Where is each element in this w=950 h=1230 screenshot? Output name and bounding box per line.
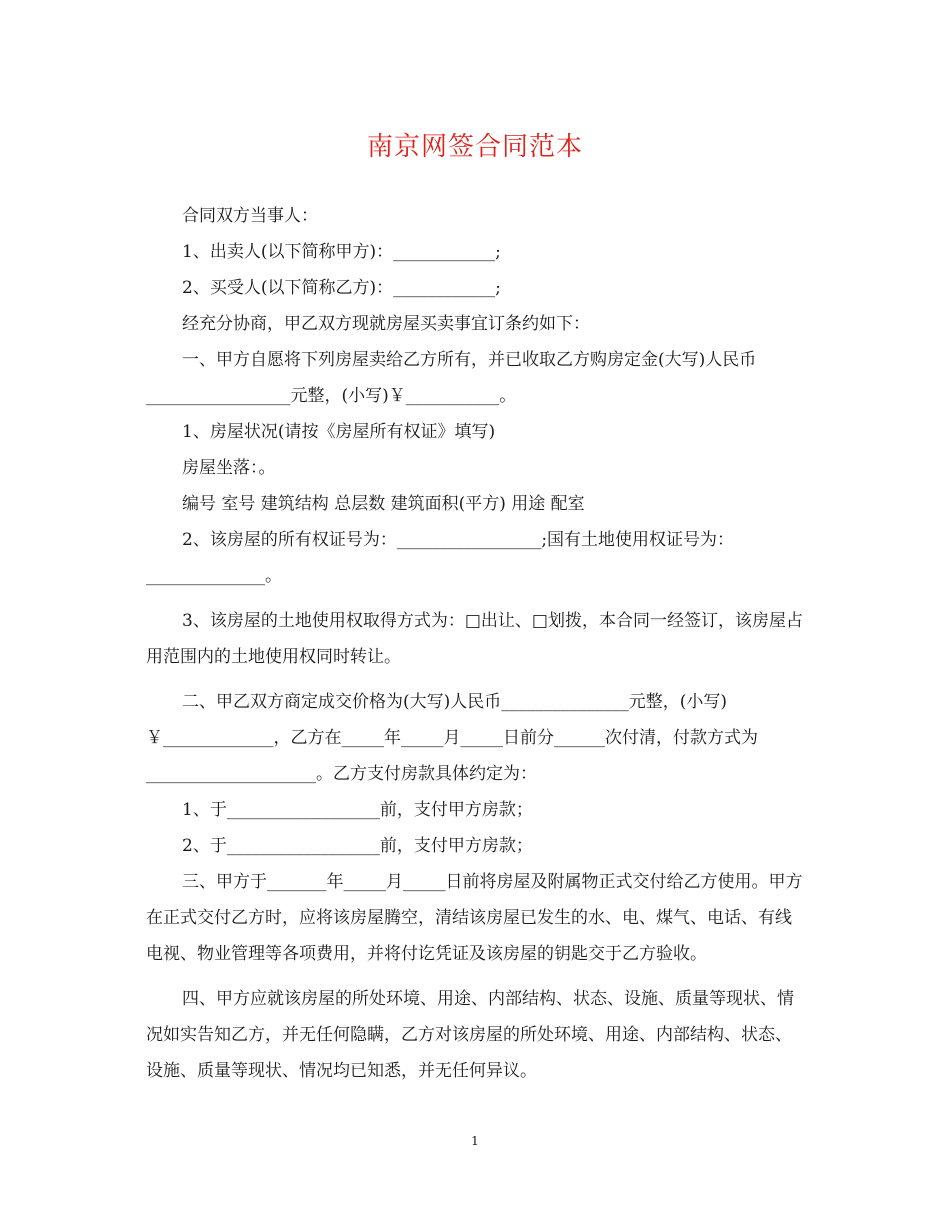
- page-number: 1: [471, 1134, 479, 1148]
- clause-1: 一、甲方自愿将下列房屋卖给乙方所有，并已收取乙方购房定金(大写)人民币_________________元整，(小写)￥___________。: [146, 350, 757, 406]
- certificate-numbers: 2、该房屋的所有权证号为：_________________;国有土地使用权证号为：______________。: [146, 530, 735, 586]
- house-status: 1、房屋状况(请按《房屋所有权证》填写): [182, 422, 496, 442]
- clause-2: 二、甲乙双方商定成交价格为(大写)人民币_______________元整，(小写)￥_____________，乙方在_____年_____月_____日前分______次付清，付款方式为____________________。乙方支付房款具体约定为：: [146, 692, 758, 784]
- land-use-rights: 3、该房屋的土地使用权取得方式为：□出让、□划拨，本合同一经签订，该房屋占用范围内的土地使用权同时转让。: [146, 611, 803, 667]
- payment-1: 1、于__________________前，支付甲方房款；: [182, 800, 533, 820]
- parties-heading: 合同双方当事人：: [182, 206, 318, 226]
- clause-4: 四、甲方应就该房屋的所处环境、用途、内部结构、状态、设施、质量等现状、情况如实告知乙方，并无任何隐瞒，乙方对该房屋的所处环境、用途、内部结构、状态、设施、质量等现状、情况均已知悉，并无任何异议。: [146, 989, 794, 1081]
- agreement-intro: 经充分协商，甲乙双方现就房屋买卖事宜订条约如下：: [182, 314, 590, 334]
- house-location: 房屋坐落：。: [182, 458, 276, 478]
- document-title: 南京网签合同范本: [366, 132, 583, 162]
- clause-3: 三、甲方于_______年_____月_____日前将房屋及附属物正式交付给乙方使用。甲方在正式交付乙方时，应将该房屋腾空，清结该房屋已发生的水、电、煤气、电话、有线电视、物业管理等各项费用，并将付讫凭证及该房屋的钥匙交于乙方验收。: [146, 872, 803, 964]
- contract-body: [146, 198, 806, 1089]
- payment-2: 2、于__________________前，支付甲方房款；: [182, 836, 533, 856]
- house-table-header: 编号 室号 建筑结构 总层数 建筑面积(平方) 用途 配室: [182, 494, 585, 514]
- seller-line: 1、出卖人(以下简称甲方)：____________;: [182, 242, 501, 262]
- buyer-line: 2、买受人(以下简称乙方)：____________;: [182, 278, 501, 298]
